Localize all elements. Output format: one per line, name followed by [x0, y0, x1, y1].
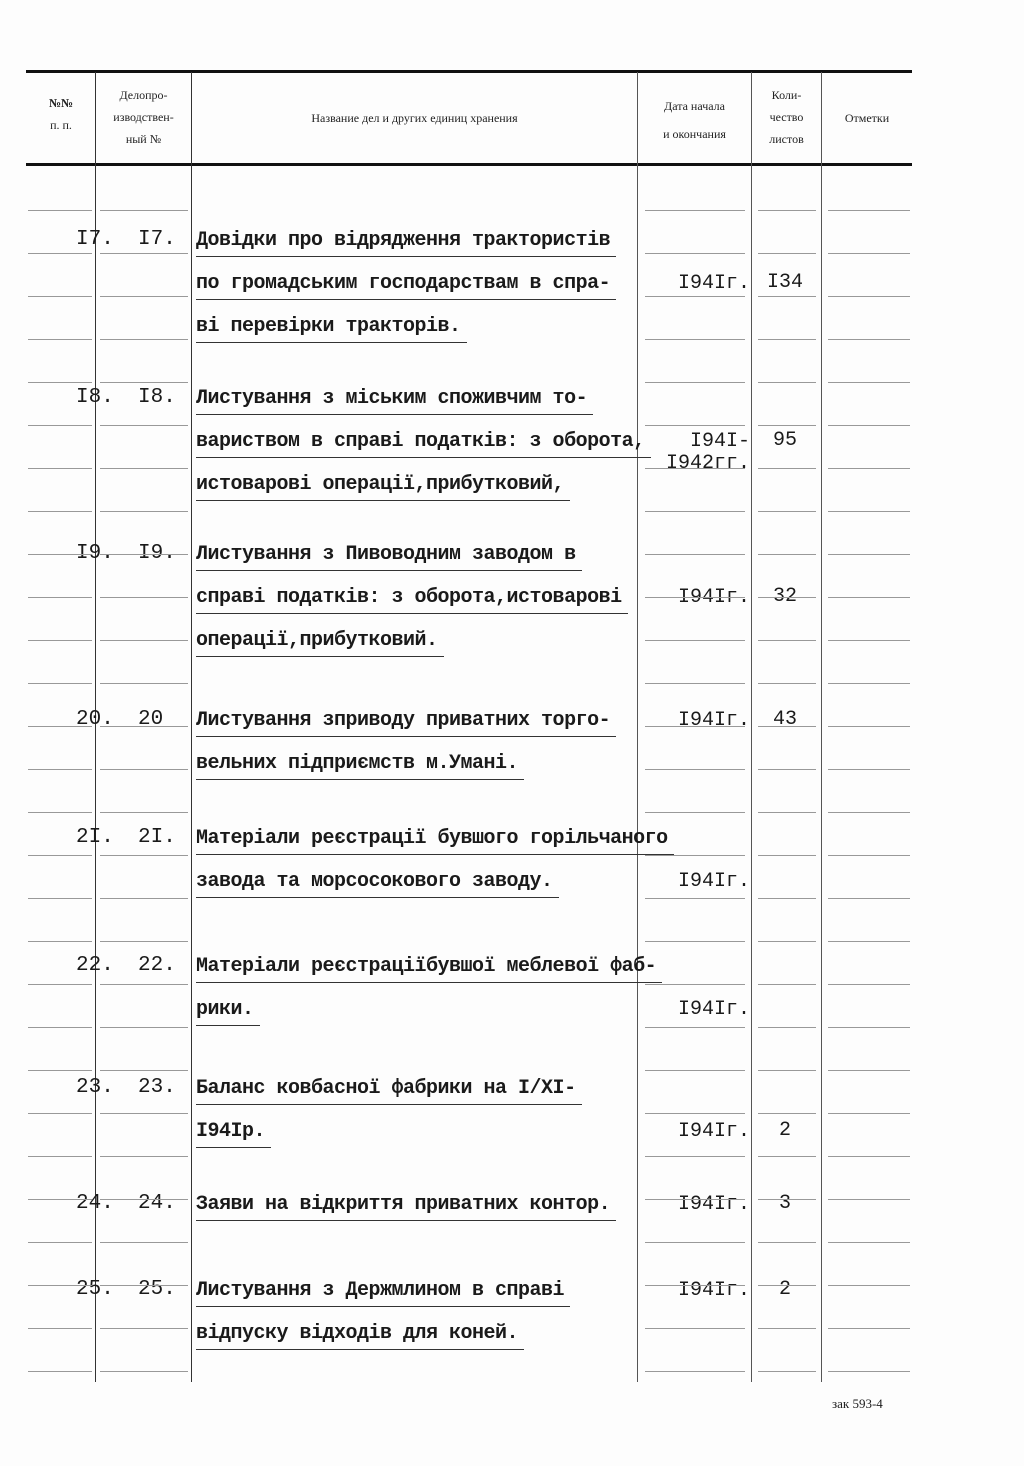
- entry-title-line: операції,прибутковий.: [196, 626, 444, 657]
- ruling-line: [828, 855, 910, 856]
- ruling-line: [828, 1156, 910, 1157]
- ruling-line: [828, 1242, 910, 1243]
- column-divider: [637, 72, 638, 1382]
- entry-title-line: справі податків: з оборота,истоварові: [196, 583, 628, 614]
- entry-number: I7.: [76, 228, 114, 251]
- ruling-line: [100, 1371, 188, 1372]
- ruling-line: [645, 683, 745, 684]
- ruling-line: [100, 339, 188, 340]
- entry-number: 2I.: [76, 826, 114, 849]
- ruling-line: [828, 253, 910, 254]
- ruling-line: [100, 1285, 188, 1286]
- ruling-line: [100, 683, 188, 684]
- ruling-line: [645, 382, 745, 383]
- ruling-line: [645, 554, 745, 555]
- entry-number: 20.: [76, 708, 114, 731]
- ruling-line: [100, 554, 188, 555]
- ruling-line: [828, 812, 910, 813]
- header-text: изводствен-: [113, 110, 174, 124]
- ruling-line: [758, 425, 816, 426]
- entry-title-line: Матеріали реєстрації бувшого горільчаного: [196, 824, 674, 855]
- ruling-line: [645, 640, 745, 641]
- ruling-line: [645, 941, 745, 942]
- entry-date: I94Iг.: [677, 709, 750, 732]
- entry-title-line: ві перевірки тракторів.: [196, 312, 467, 343]
- entry-office-number: 20: [138, 708, 164, 731]
- ruling-line: [100, 855, 188, 856]
- header-text: ный №: [125, 132, 162, 146]
- entry-date: I94Iг.: [677, 272, 750, 295]
- header-text: и окончания: [663, 127, 726, 141]
- ruling-line: [758, 984, 816, 985]
- entry-office-number: 23.: [138, 1076, 176, 1099]
- ruling-line: [100, 468, 188, 469]
- ruling-line: [828, 769, 910, 770]
- ruling-line: [828, 1027, 910, 1028]
- ruling-line: [28, 210, 92, 211]
- header-text: №№: [48, 96, 74, 110]
- ruling-line: [758, 1199, 816, 1200]
- ruling-line: [758, 382, 816, 383]
- entry-title-line: Листування з Держмлином в справі: [196, 1276, 570, 1307]
- ruling-line: [100, 296, 188, 297]
- ruling-line: [645, 1156, 745, 1157]
- ruling-line: [828, 425, 910, 426]
- entry-number: 23.: [76, 1076, 114, 1099]
- ruling-line: [645, 984, 745, 985]
- ruling-line: [828, 640, 910, 641]
- entry-title-line: Баланс ковбасної фабрики на I/XI-: [196, 1074, 582, 1105]
- ruling-line: [828, 898, 910, 899]
- ruling-line: [28, 382, 92, 383]
- entry-sheet-count: 2: [778, 1278, 791, 1301]
- ruling-line: [828, 1285, 910, 1286]
- ruling-line: [828, 597, 910, 598]
- entry-number: I8.: [76, 386, 114, 409]
- entry-title-line: відпуску відходів для коней.: [196, 1319, 524, 1350]
- ruling-line: [100, 726, 188, 727]
- ruling-line: [758, 253, 816, 254]
- header-text: листов: [769, 132, 804, 146]
- ruling-line: [28, 855, 92, 856]
- ruling-line: [758, 339, 816, 340]
- entry-sheet-count: 32: [772, 585, 797, 608]
- ruling-line: [645, 425, 745, 426]
- ruling-line: [100, 640, 188, 641]
- ruling-line: [758, 597, 816, 598]
- ruling-line: [828, 683, 910, 684]
- ruling-line: [100, 812, 188, 813]
- entry-office-number: 24.: [138, 1192, 176, 1215]
- ruling-line: [28, 1070, 92, 1071]
- ruling-line: [28, 425, 92, 426]
- ruling-line: [645, 1199, 745, 1200]
- ruling-line: [28, 1113, 92, 1114]
- ruling-line: [28, 683, 92, 684]
- footer-order-number: зак 593-4: [832, 1396, 883, 1411]
- ruling-line: [828, 210, 910, 211]
- header-text: Коли-: [771, 88, 802, 102]
- ruling-line: [645, 726, 745, 727]
- ruling-line: [100, 382, 188, 383]
- entry-date: I94Iг.: [677, 1279, 750, 1302]
- header-text: Дата начала: [664, 99, 725, 113]
- ruling-line: [758, 1156, 816, 1157]
- ruling-line: [28, 726, 92, 727]
- column-divider: [191, 72, 192, 1382]
- entry-title-line: Матеріали реєстраціїбувшої меблевої фаб-: [196, 952, 662, 983]
- ruling-line: [645, 210, 745, 211]
- entry-office-number: I8.: [138, 386, 176, 409]
- ruling-line: [828, 984, 910, 985]
- ruling-line: [758, 554, 816, 555]
- column-divider: [821, 72, 822, 1382]
- header-notes: Отметки: [844, 111, 890, 125]
- ruling-line: [758, 511, 816, 512]
- entry-number: I9.: [76, 542, 114, 565]
- ruling-line: [758, 1371, 816, 1372]
- entry-title-line: I94Iр.: [196, 1117, 271, 1148]
- ruling-line: [645, 1027, 745, 1028]
- ruling-line: [645, 1242, 745, 1243]
- ruling-line: [100, 1027, 188, 1028]
- ruling-line: [100, 1328, 188, 1329]
- ruling-line: [828, 511, 910, 512]
- ruling-line: [828, 941, 910, 942]
- ruling-line: [100, 210, 188, 211]
- ruling-line: [758, 683, 816, 684]
- entry-date: I94Iг.: [677, 870, 750, 893]
- ruling-line: [758, 898, 816, 899]
- ruling-line: [28, 1027, 92, 1028]
- ruling-line: [758, 1070, 816, 1071]
- entry-number: 24.: [76, 1192, 114, 1215]
- header-text: п. п.: [50, 118, 72, 132]
- ruling-line: [645, 296, 745, 297]
- ruling-line: [645, 1113, 745, 1114]
- ruling-line: [100, 1156, 188, 1157]
- ruling-line: [100, 597, 188, 598]
- ruling-line: [28, 984, 92, 985]
- ruling-line: [100, 941, 188, 942]
- header-text: чество: [769, 110, 804, 124]
- ruling-line: [828, 296, 910, 297]
- ruling-line: [758, 769, 816, 770]
- entry-sheet-count: 43: [772, 708, 797, 731]
- ruling-line: [758, 1285, 816, 1286]
- header-office-number: [96, 84, 191, 150]
- ruling-line: [100, 898, 188, 899]
- ruling-line: [28, 941, 92, 942]
- ruling-line: [828, 382, 910, 383]
- ruling-line: [28, 339, 92, 340]
- ruling-line: [28, 253, 92, 254]
- ruling-line: [758, 941, 816, 942]
- entry-title-line: Листування зприводу приватних торго-: [196, 706, 616, 737]
- ruling-line: [28, 1242, 92, 1243]
- ruling-line: [28, 597, 92, 598]
- ruling-line: [828, 1113, 910, 1114]
- ruling-line: [28, 468, 92, 469]
- ruling-line: [645, 1285, 745, 1286]
- entry-title-line: Листування з міським споживчим то-: [196, 384, 593, 415]
- ruling-line: [758, 640, 816, 641]
- ruling-line: [758, 210, 816, 211]
- entry-title-line: Заяви на відкриття приватних контор.: [196, 1190, 616, 1221]
- ruling-line: [28, 812, 92, 813]
- ruling-line: [645, 1371, 745, 1372]
- ruling-line: [28, 1156, 92, 1157]
- ruling-line: [28, 296, 92, 297]
- ruling-line: [28, 1285, 92, 1286]
- column-divider: [751, 72, 752, 1382]
- ruling-line: [828, 339, 910, 340]
- ruling-line: [100, 253, 188, 254]
- ruling-line: [758, 1027, 816, 1028]
- entry-title-line: истоварові операції,прибутковий,: [196, 470, 570, 501]
- entry-number: 25.: [76, 1278, 114, 1301]
- ruling-line: [645, 253, 745, 254]
- entry-office-number: I7.: [138, 228, 176, 251]
- entry-office-number: 25.: [138, 1278, 176, 1301]
- ruling-line: [758, 1242, 816, 1243]
- ruling-line: [28, 1371, 92, 1372]
- ruling-line: [28, 554, 92, 555]
- entry-date: I94I- I942гг.: [665, 430, 750, 475]
- ruling-line: [100, 984, 188, 985]
- ruling-line: [100, 1113, 188, 1114]
- ruling-line: [828, 726, 910, 727]
- ruling-line: [645, 339, 745, 340]
- ruling-line: [828, 1328, 910, 1329]
- entry-title-line: рики.: [196, 995, 260, 1026]
- ruling-line: [758, 726, 816, 727]
- top-rule: [26, 70, 912, 73]
- ruling-line: [28, 898, 92, 899]
- entry-date: I94Iг.: [677, 586, 750, 609]
- ruling-line: [645, 898, 745, 899]
- entry-title-line: вариством в справі податків: з оборота,: [196, 427, 651, 458]
- ruling-line: [28, 769, 92, 770]
- entry-office-number: I9.: [138, 542, 176, 565]
- header-title: Название дел и других единиц хранения: [311, 111, 518, 125]
- entry-office-number: 2I.: [138, 826, 176, 849]
- entry-title-line: по громадським господарствам в спра-: [196, 269, 616, 300]
- entry-office-number: 22.: [138, 954, 176, 977]
- ruling-line: [100, 769, 188, 770]
- entry-sheet-count: I34: [766, 271, 803, 294]
- header-sheets: [752, 84, 821, 150]
- header-number: [28, 92, 94, 136]
- ruling-line: [828, 468, 910, 469]
- ruling-line: [645, 1070, 745, 1071]
- entry-title-line: вельних підприємств м.Умані.: [196, 749, 524, 780]
- header-text: Делопро-: [119, 88, 168, 102]
- ruling-line: [828, 554, 910, 555]
- ruling-line: [758, 296, 816, 297]
- ruling-line: [28, 511, 92, 512]
- entry-sheet-count: 2: [778, 1119, 791, 1142]
- entry-title-line: завода та морсосокового заводу.: [196, 867, 559, 898]
- ruling-line: [758, 1113, 816, 1114]
- ruling-line: [758, 812, 816, 813]
- ruling-line: [828, 1371, 910, 1372]
- entry-sheet-count: 95: [772, 429, 797, 452]
- entry-sheet-count: 3: [778, 1192, 791, 1215]
- ruling-line: [100, 425, 188, 426]
- ruling-line: [100, 511, 188, 512]
- ruling-line: [645, 511, 745, 512]
- ruling-line: [645, 1328, 745, 1329]
- ruling-line: [645, 812, 745, 813]
- ruling-line: [28, 1328, 92, 1329]
- entry-date: I94Iг.: [677, 998, 750, 1021]
- ruling-line: [645, 855, 745, 856]
- ruling-line: [828, 1199, 910, 1200]
- entry-number: 22.: [76, 954, 114, 977]
- ruling-line: [645, 468, 745, 469]
- ruling-line: [645, 769, 745, 770]
- ruling-line: [645, 597, 745, 598]
- ruling-line: [758, 855, 816, 856]
- entry-date: I94Iг.: [677, 1120, 750, 1143]
- ruling-line: [100, 1242, 188, 1243]
- ruling-line: [828, 1070, 910, 1071]
- ruling-line: [28, 1199, 92, 1200]
- entry-title-line: Довідки про відрядження трактористів: [196, 226, 616, 257]
- header-bottom-rule: [26, 163, 912, 166]
- ruling-line: [100, 1070, 188, 1071]
- ruling-line: [758, 468, 816, 469]
- entry-title-line: Листування з Пивоводним заводом в: [196, 540, 582, 571]
- ruling-line: [28, 640, 92, 641]
- entry-date: I94Iг.: [677, 1193, 750, 1216]
- ruling-line: [758, 1328, 816, 1329]
- ruling-line: [100, 1199, 188, 1200]
- header-dates: [638, 92, 751, 148]
